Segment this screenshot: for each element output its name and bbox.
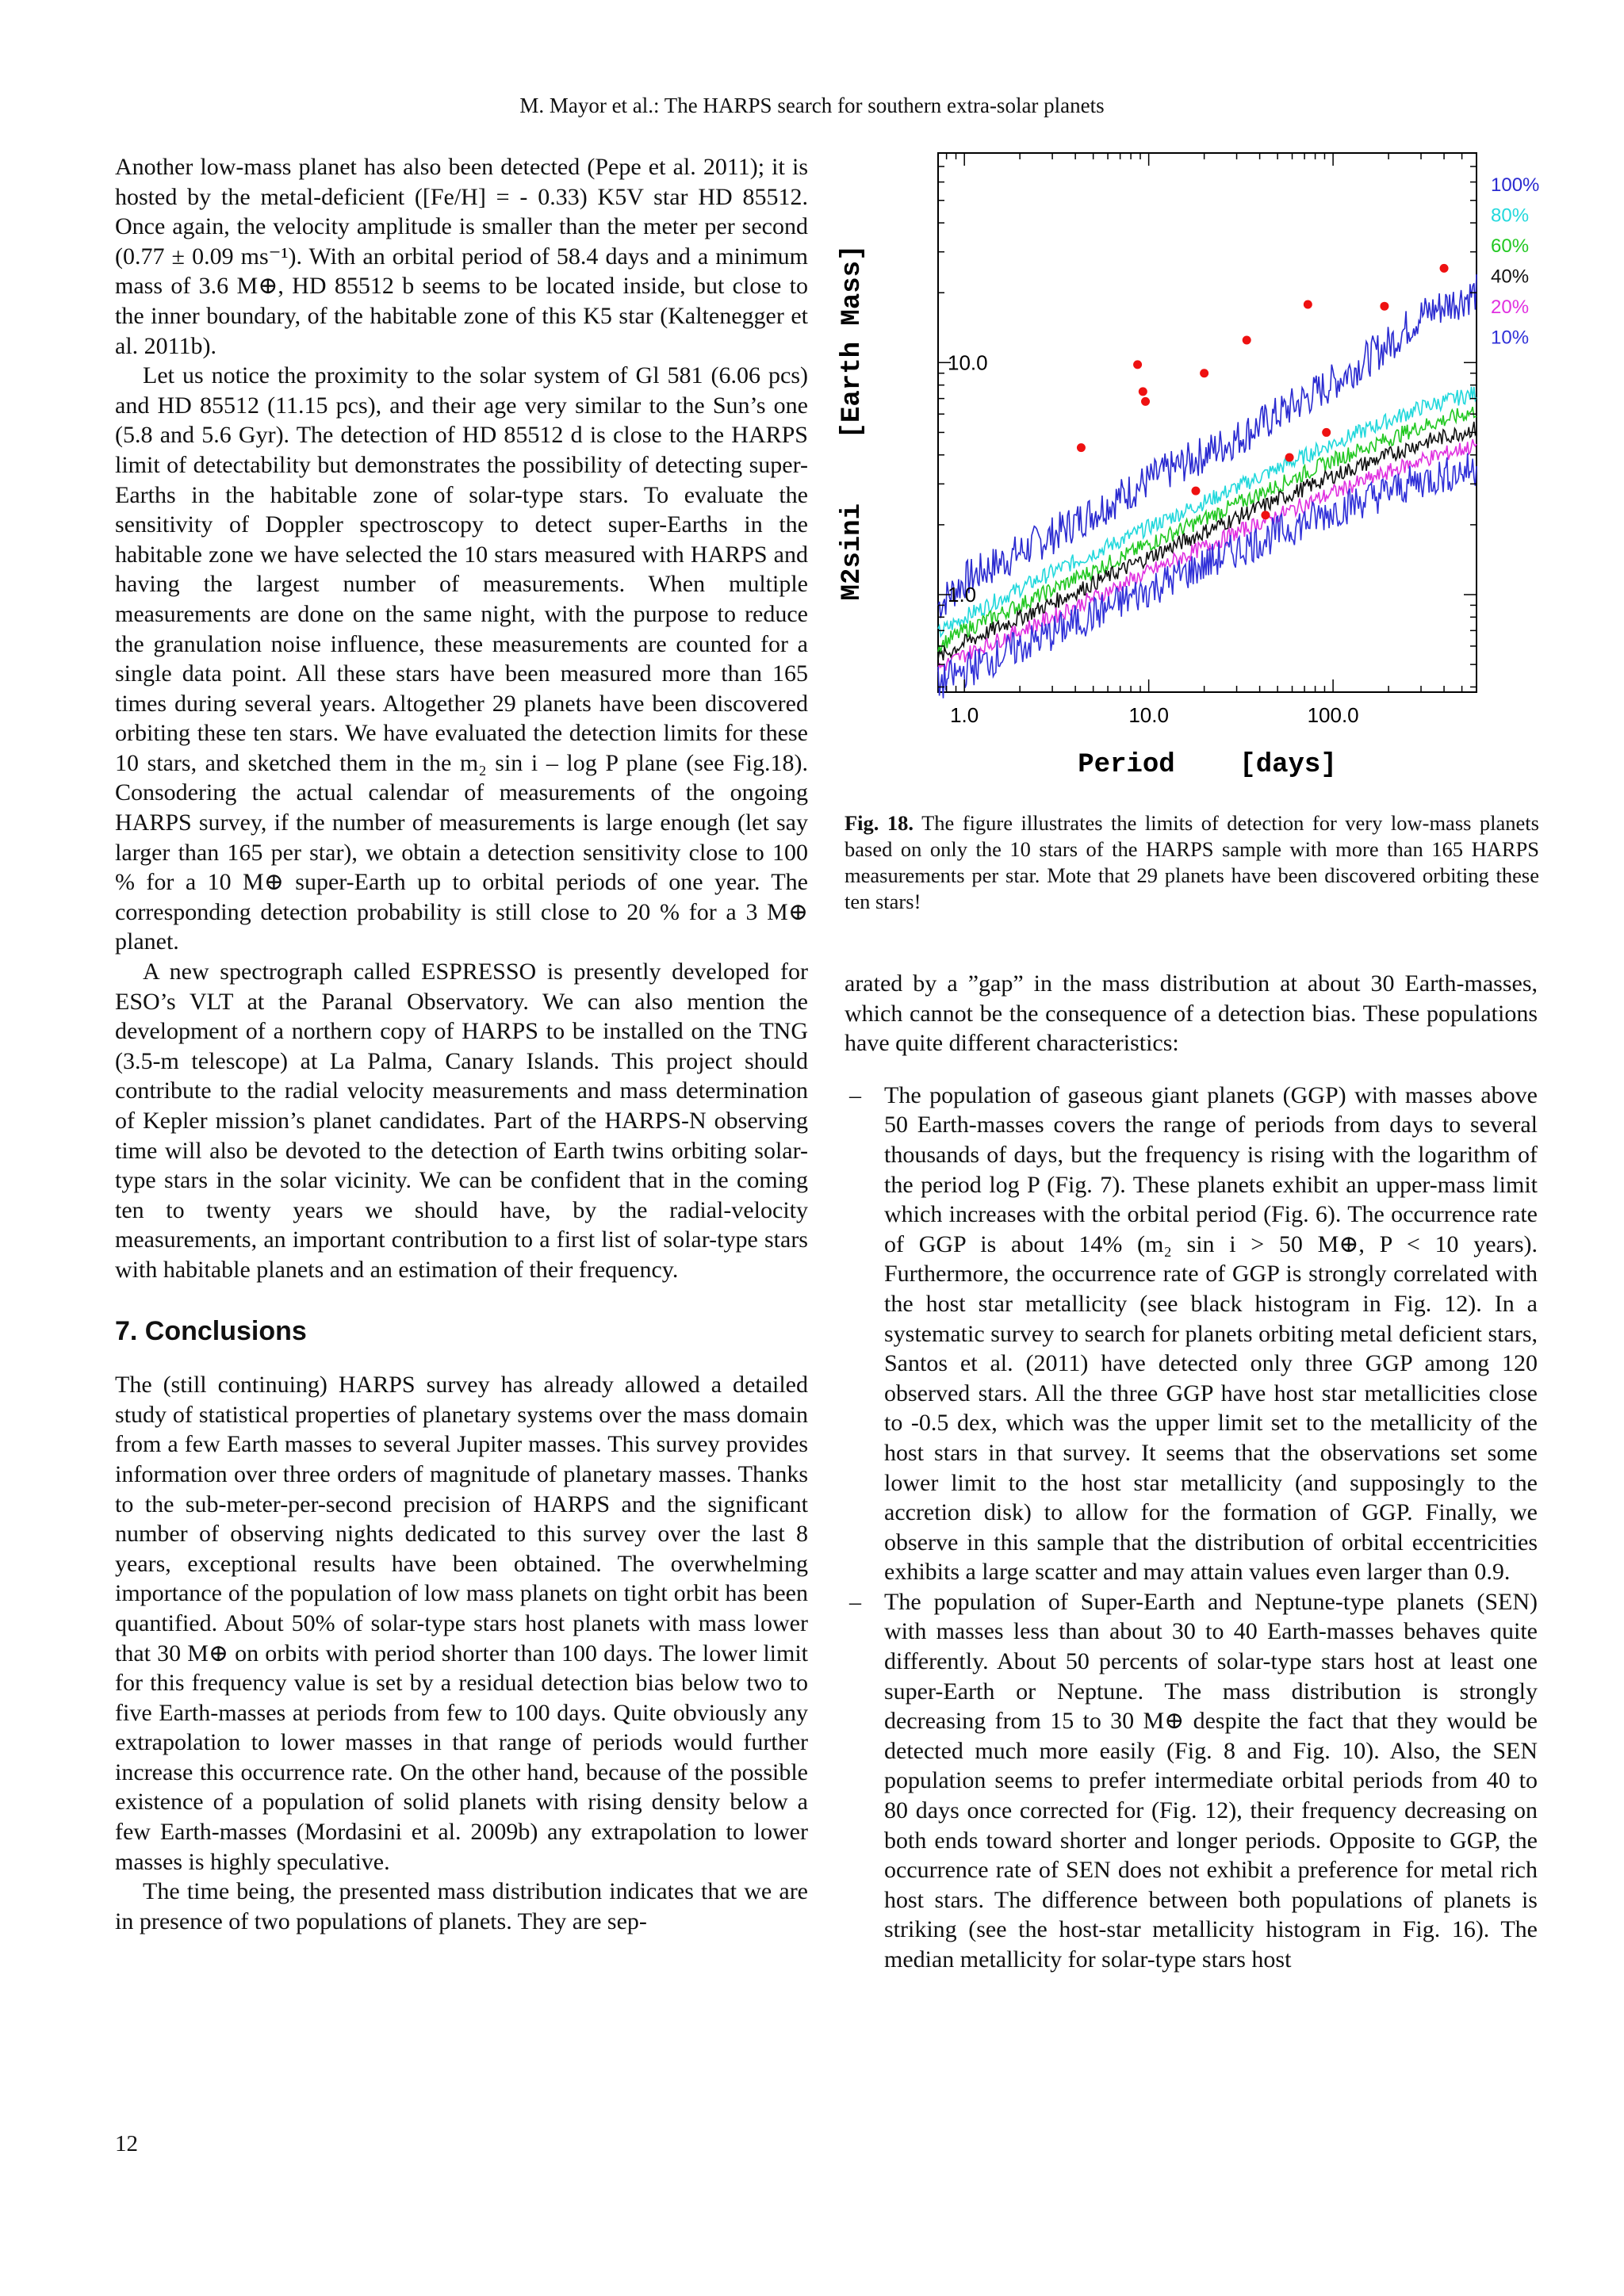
- legend-entry: 60%: [1491, 235, 1530, 257]
- plot-frame: [938, 153, 1477, 692]
- planet-point: [1200, 369, 1208, 377]
- detection-curve-10%: [938, 453, 1477, 698]
- detection-limit-chart: [833, 147, 1546, 793]
- paragraph: A new spectrograph called ESPRESSO is presently developed for ESO’s VLT at the Paranal Observatory. We can also mention the development of a northern copy of HARPS to be installed on the TNG (3.5-m telescope) at La Palma, Canary Islands. This project should contribute to the radial velocity measurements and mass determination of Kepler mission’s planet candidates. Part of the HARPS-N observing time will also be devoted to the detection of Earth twins orbiting solar-type stars in the solar vicinity. We can be confident that in the coming ten to twenty years we should have, by the radial-velocity measurements, an important contribution to a first list of solar-type stars with habitable planets and an estimation of their frequency.: [115, 959, 808, 1283]
- x-tick-label: 100.0: [1307, 703, 1359, 727]
- planet-point: [1191, 487, 1200, 496]
- page-number: 12: [115, 2131, 138, 2156]
- planet-point: [1133, 360, 1142, 369]
- detection-curve-80%: [938, 387, 1477, 637]
- right-column: [845, 969, 1538, 1975]
- planet-point: [1440, 264, 1449, 273]
- planet-point: [1261, 511, 1270, 519]
- planet-point: [1141, 397, 1150, 406]
- x-tick-label: 10.0: [1128, 703, 1169, 727]
- planet-point: [1322, 428, 1331, 437]
- population-list: [845, 1081, 1538, 1975]
- y-tick-label: 1.0: [948, 583, 977, 607]
- planet-point: [1380, 302, 1388, 311]
- y-axis-label: M2sini [Earth Mass]: [837, 244, 868, 601]
- planet-point: [1243, 335, 1251, 344]
- legend-entry: 80%: [1491, 205, 1530, 227]
- x-axis-label: Period [days]: [1078, 750, 1337, 780]
- bullet-dash: –: [849, 1081, 861, 1108]
- section-title: 7. Conclusions: [115, 1315, 307, 1346]
- figure-caption: [845, 810, 1539, 915]
- x-tick-label: 1.0: [950, 703, 979, 727]
- list-item: [845, 1587, 1538, 1975]
- running-head: M. Mayor et al.: The HARPS search for southern extra-solar planets: [519, 94, 1105, 117]
- paragraph: The time being, the presented mass distribution indicates that we are in presence of two populations of planets. They are sep-: [115, 1878, 808, 1934]
- caption-text: The figure illustrates the limits of detection for very low-mass planets based on only the 10 stars of the HARPS sample with more than 165 HARPS measurements per star. Mote that 29 planets have been discovered orbiting these ten stars!: [845, 811, 1539, 913]
- planet-point: [1077, 443, 1086, 452]
- planet-point: [1304, 300, 1312, 309]
- paragraph: Another low-mass planet has also been detected (Pepe et al. 2011); it is hosted by the metal-deficient ([Fe/H] = - 0.33) K5V star HD 85512. Once again, the velocity amplitude is smaller than the meter per second (0.77 ± 0.09 ms⁻¹). With an orbital period of 58.4 days and a minimum mass of 3.6 M⊕, HD 85512 b seems to be located inside, but close to the inner boundary, of the habitable zone of this K5 star (Kaltenegger et al. 2011b).: [115, 154, 808, 359]
- figure-18: [833, 147, 1546, 793]
- detection-curve-100%: [938, 274, 1477, 618]
- legend-entry: 10%: [1491, 327, 1530, 349]
- paragraph: Let us notice the proximity to the solar system of Gl 581 (6.06 pcs) and HD 85512 (11.15 pcs), and their age very similar to the Sun’s one (5.8 and 5.6 Gyr). The detection of HD 85512 d is close to the HARPS limit of detectability but demonstrates the possibility of detecting super-Earths in the habitable zone of solar-type stars. To evaluate the sensitivity of Doppler spectroscopy to detect super-Earths in the habitable zone we have selected the 10 stars measured with HARPS and having the largest number of measurements. When multiple measurements are done on the same night, with the purpose to reduce the granulation noise influence, these measurements are counted for a single data point. All these stars have been measured more than 165 times during several years. Altogether 29 planets have been discovered orbiting these ten stars. We have evaluated the detection limits for these 10 stars, and sketched them in the m₂ sin i – log P plane (see Fig.18). Consodering the actual calendar of measurements of the ongoing HARPS survey, if the number of measurements is large enough (let say larger than 165 per star), we obtain a detection sensitivity close to 100 % for a 10 M⊕ super-Earth up to orbital periods of one year. The corresponding detection probability is still close to 20 % for a 3 M⊕ planet.: [115, 362, 808, 955]
- legend-entry: 40%: [1491, 266, 1530, 288]
- planet-point: [1139, 387, 1147, 396]
- y-tick-label: 10.0: [948, 350, 988, 375]
- paragraph: The (still continuing) HARPS survey has already allowed a detailed study of statistical properties of planetary systems over the mass domain from a few Earth masses to several Jupiter masses. This survey provides information over three orders of magnitude of planetary masses. Thanks to the sub-meter-per-second precision of HARPS and the significant number of observing nights dedicated to this survey over the last 8 years, exceptional results have been obtained. The overwhelming importance of the population of low mass planets on tight orbit has been quantified. About 50% of solar-type stars host planets with mass lower that 30 M⊕ on orbits with period shorter than 100 days. The lower limit for this frequency value is set by a residual detection bias below two to five Earth-masses at periods from few to 100 days. Quite obviously any extrapolation to lower masses in that range of periods would further increase this occurrence rate. On the other hand, because of the possible existence of a population of solid planets with rising density below a few Earth-masses (Mordasini et al. 2009b) any extrapolation to lower masses is highly speculative.: [115, 1372, 808, 1875]
- figure-label: Fig. 18.: [845, 811, 914, 835]
- legend-entry: 100%: [1491, 174, 1540, 196]
- legend-entry: 20%: [1491, 297, 1530, 318]
- planet-point: [1285, 453, 1294, 462]
- left-column: [115, 152, 808, 1936]
- paragraph: arated by a ”gap” in the mass distribution at about 30 Earth-masses, which cannot be the consequence of a detection bias. These populations have quite different characteristics:: [845, 970, 1538, 1057]
- list-item: [845, 1081, 1538, 1587]
- list-item-text: The population of Super-Earth and Neptune-type planets (SEN) with masses less than about 30 to 40 Earth-masses behaves quite differently. About 50 percents of solar-type stars host at least one super-Earth or Neptune. The mass distribution is strongly decreasing from 15 to 30 M⊕ despite the fact that they would be detected much more easily (Fig. 8 and Fig. 10). Also, the SEN population seems to prefer intermediate orbital periods from 40 to 80 days once corrected for (Fig. 12), their frequency decreasing on both ends toward shorter and longer periods. Opposite to GGP, the occurrence rate of SEN does not exhibit a preference for metal rich host stars. The difference between both populations of planets is striking (see the host-star metallicity histogram in Fig. 16). The median metallicity for solar-type stars host: [884, 1588, 1538, 1973]
- list-item-text: The population of gaseous giant planets (GGP) with masses above 50 Earth-masses covers the range of periods from days to several thousands of days, but the frequency is rising with the logarithm of the period log P (Fig. 7). These planets exhibit an upper-mass limit which increases with the orbital period (Fig. 6). The occurrence rate of GGP is about 14% (m₂ sin i > 50 M⊕, P < 10 years). Furthermore, the occurrence rate of GGP is strongly correlated with the host star metallicity (see black histogram in Fig. 12). In a systematic survey to search for planets orbiting metal deficient stars, Santos et al. (2011) have detected only three GGP among 120 observed stars. All the three GGP have host star metallicities close to -0.5 dex, which was the upper limit set to the metallicity of the host stars in that survey. It seems that the observations set some lower limit to the host star metallicity (and supposingly to the accretion disk) to allow for the formation of GGP. Finally, we observe in this sample that the distribution of orbital eccentricities exhibits a large scatter and may attain values even larger than 0.9.: [884, 1081, 1538, 1586]
- bullet-dash: –: [849, 1588, 861, 1615]
